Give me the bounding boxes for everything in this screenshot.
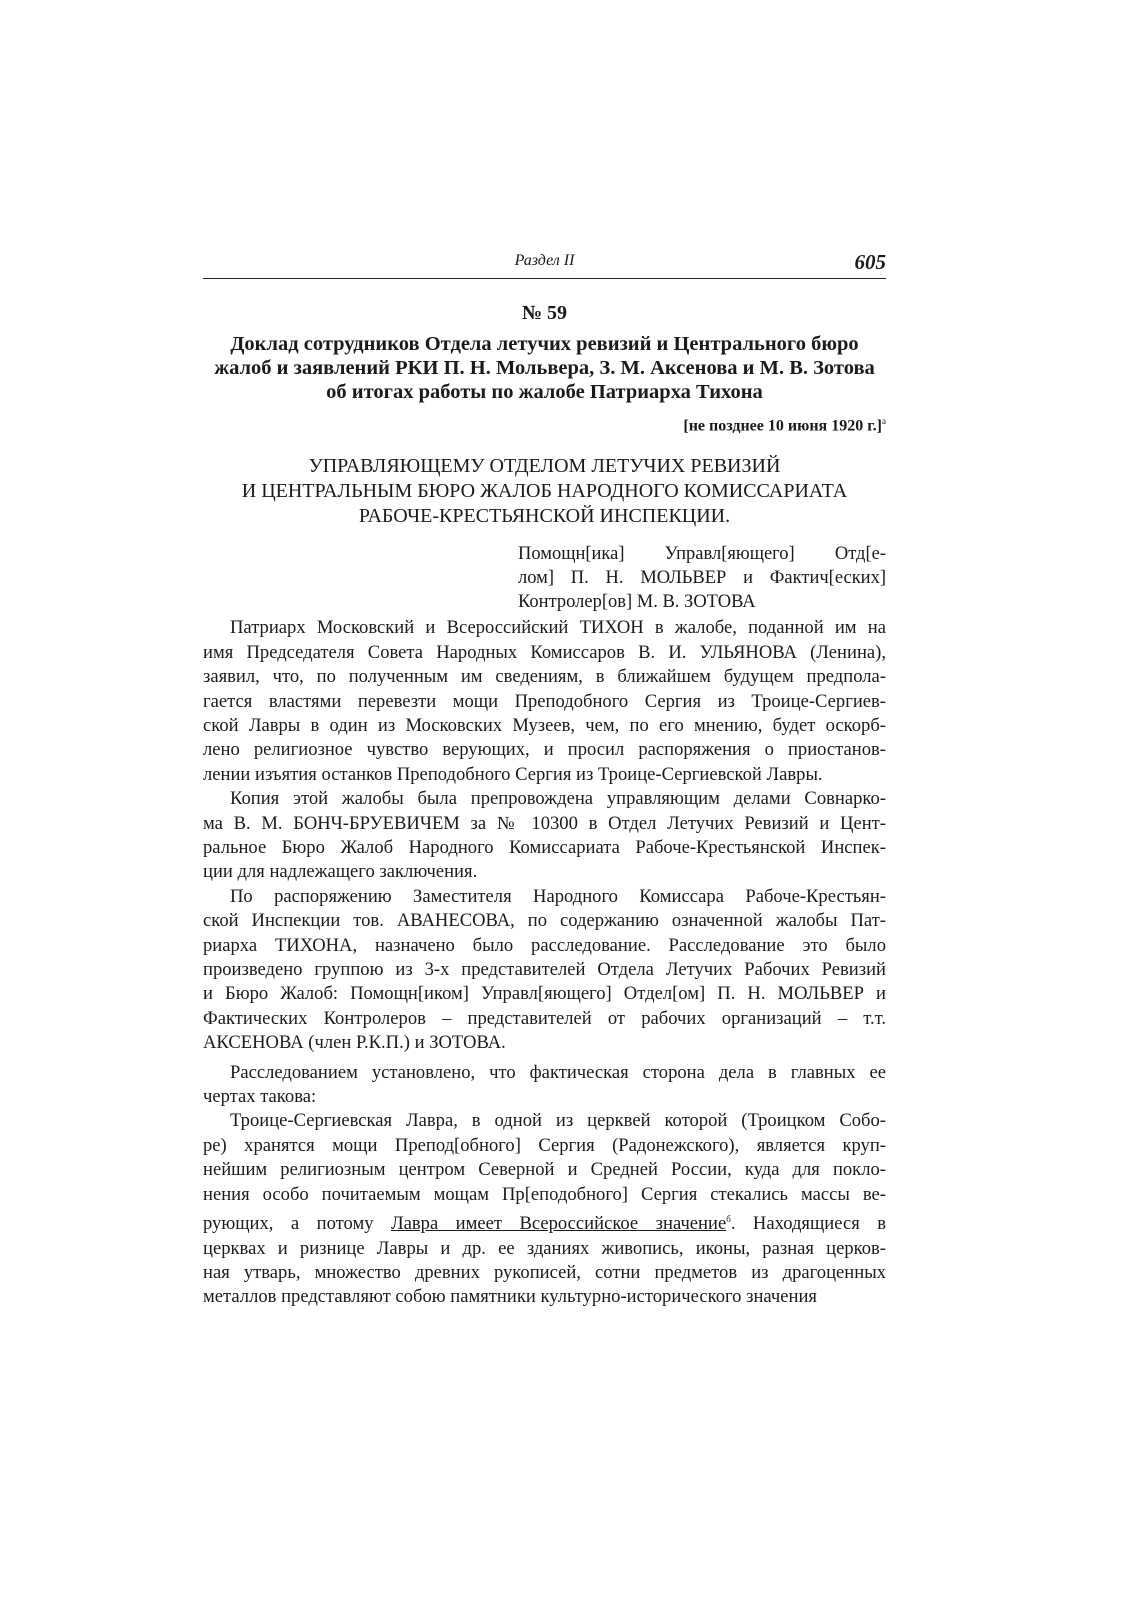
running-header xyxy=(203,248,886,279)
signature-block xyxy=(518,542,886,614)
text: рующих, а потому xyxy=(203,1213,391,1235)
text-line: и Бюро Жалоб: Помощн[иком] Управл[яющего] Отдел[ом] П. Н. МОЛЬВЕР и xyxy=(203,983,886,1005)
text-line: ральное Бюро Жалоб Народного Комиссариата Рабоче-Крестьянской Инспек- xyxy=(203,836,886,858)
document-date xyxy=(203,416,886,435)
text-line: металлов представляют собою памятники культурно-исторического значения xyxy=(203,1286,817,1308)
addressee-line: РАБОЧЕ-КРЕСТЬЯНСКОЙ ИНСПЕКЦИИ. xyxy=(358,505,731,528)
text-line: ской Инспекции тов. АВАНЕСОВА, по содержанию означенной жалобы Пат- xyxy=(203,910,886,932)
text-line: ре) хранятся мощи Препод[обного] Сергия (Радонежского), является круп- xyxy=(203,1134,886,1156)
text-line: заявил, что, по полученным им сведениям, в ближайшем будущем предпола- xyxy=(203,666,886,688)
footnote-marker: б xyxy=(726,1214,731,1225)
title-line: Доклад сотрудников Отдела летучих ревизий и Центрального бюро xyxy=(230,333,859,355)
underlined-text: Лавра имеет Всероссийское значение xyxy=(391,1213,727,1235)
text-line: Патриарх Московский и Всероссийский ТИХОН в жалобе, поданной им на xyxy=(230,617,886,639)
document-page xyxy=(203,248,886,1310)
title-line: об итогах работы по жалобе Патриарха Тихона xyxy=(326,381,763,403)
text: . Находящиеся в xyxy=(730,1213,887,1235)
text-line: Копия этой жалобы была препровождена управляющим делами Совнарко- xyxy=(230,788,886,810)
document-title xyxy=(203,332,886,404)
document-number: № 59 xyxy=(521,302,568,324)
text-line: гается властями перевезти мощи Преподобного Сергия из Троице-Сергиев- xyxy=(203,690,886,712)
text-line: церквах и ризнице Лавры и др. ее зданиях живопись, иконы, разная церков- xyxy=(203,1237,886,1259)
title-line: жалоб и заявлений РКИ П. Н. Мольвера, З. М. Аксенова и М. В. Зотова xyxy=(214,357,875,379)
paragraph xyxy=(203,1061,886,1110)
document-body xyxy=(203,616,886,1310)
paragraph xyxy=(203,885,886,1056)
paragraph xyxy=(203,787,886,885)
signature-line: Помощн[ика] Управл[яющего] Отд[е- xyxy=(518,544,886,565)
text-line: ской Лавры в один из Московских Музеев, чем, по его мнению, будет оскорб- xyxy=(203,714,886,736)
text-line: АКСЕНОВА (член Р.К.П.) и ЗОТОВА. xyxy=(203,1032,506,1054)
paragraph xyxy=(203,1109,886,1309)
text-line: лении изъятия останков Преподобного Сергия из Троице-Сергиевской Лавры. xyxy=(203,763,823,785)
text-line: Троице-Сергиевская Лавра, в одной из церквей которой (Троицком Собо- xyxy=(230,1110,886,1132)
addressee-line: И ЦЕНТРАЛЬНЫМ БЮРО ЖАЛОБ НАРОДНОГО КОМИССАРИАТА xyxy=(241,480,848,503)
page-number: 605 xyxy=(854,250,886,274)
paragraph xyxy=(203,616,886,787)
text-line: чертах такова: xyxy=(203,1086,317,1108)
text-line: По распоряжению Заместителя Народного Комиссара Рабоче-Крестьян- xyxy=(230,885,886,907)
text-line: произведено группою из 3-х представителей Отдела Летучих Рабочих Ревизий xyxy=(203,959,886,981)
text-line xyxy=(203,1207,886,1237)
text-line: ная утварь, множество древних рукописей, сотни предметов из драгоценных xyxy=(203,1262,886,1284)
text-line: Фактических Контролеров – представителей от рабочих организаций – т.т. xyxy=(203,1007,886,1029)
signature-line: Контролер[ов] М. В. ЗОТОВА xyxy=(518,592,756,613)
addressee-line: УПРАВЛЯЮЩЕМУ ОТДЕЛОМ ЛЕТУЧИХ РЕВИЗИЙ xyxy=(308,455,781,478)
text-line: имя Председателя Совета Народных Комиссаров В. И. УЛЬЯНОВА (Ленина), xyxy=(203,641,886,663)
text-line: нения особо почитаемым мощам Пр[еподобного] Сергия стекались массы ве- xyxy=(203,1183,886,1205)
signature-line: лом] П. Н. МОЛЬВЕР и Фактич[еских] xyxy=(518,568,886,589)
text-line: нейшим религиозным центром Северной и Средней России, куда для покло- xyxy=(203,1159,886,1181)
section-label: Раздел II xyxy=(514,252,575,269)
footnote-marker: а xyxy=(882,416,886,426)
text-line: лено религиозное чувство верующих, и просил распоряжения о приостанов- xyxy=(203,739,886,761)
text-line: ма В. М. БОНЧ-БРУЕВИЧЕМ за № 10300 в Отдел Летучих Ревизий и Цент- xyxy=(203,812,886,834)
text-line: ции для надлежащего заключения. xyxy=(203,861,478,883)
text-line: Расследованием установлено, что фактическая сторона дела в главных ее xyxy=(230,1061,886,1083)
addressee xyxy=(203,454,886,529)
text-line: риарха ТИХОНА, назначено было расследование. Расследование это было xyxy=(203,934,886,956)
date-text: [не позднее 10 июня 1920 г.] xyxy=(683,417,882,435)
